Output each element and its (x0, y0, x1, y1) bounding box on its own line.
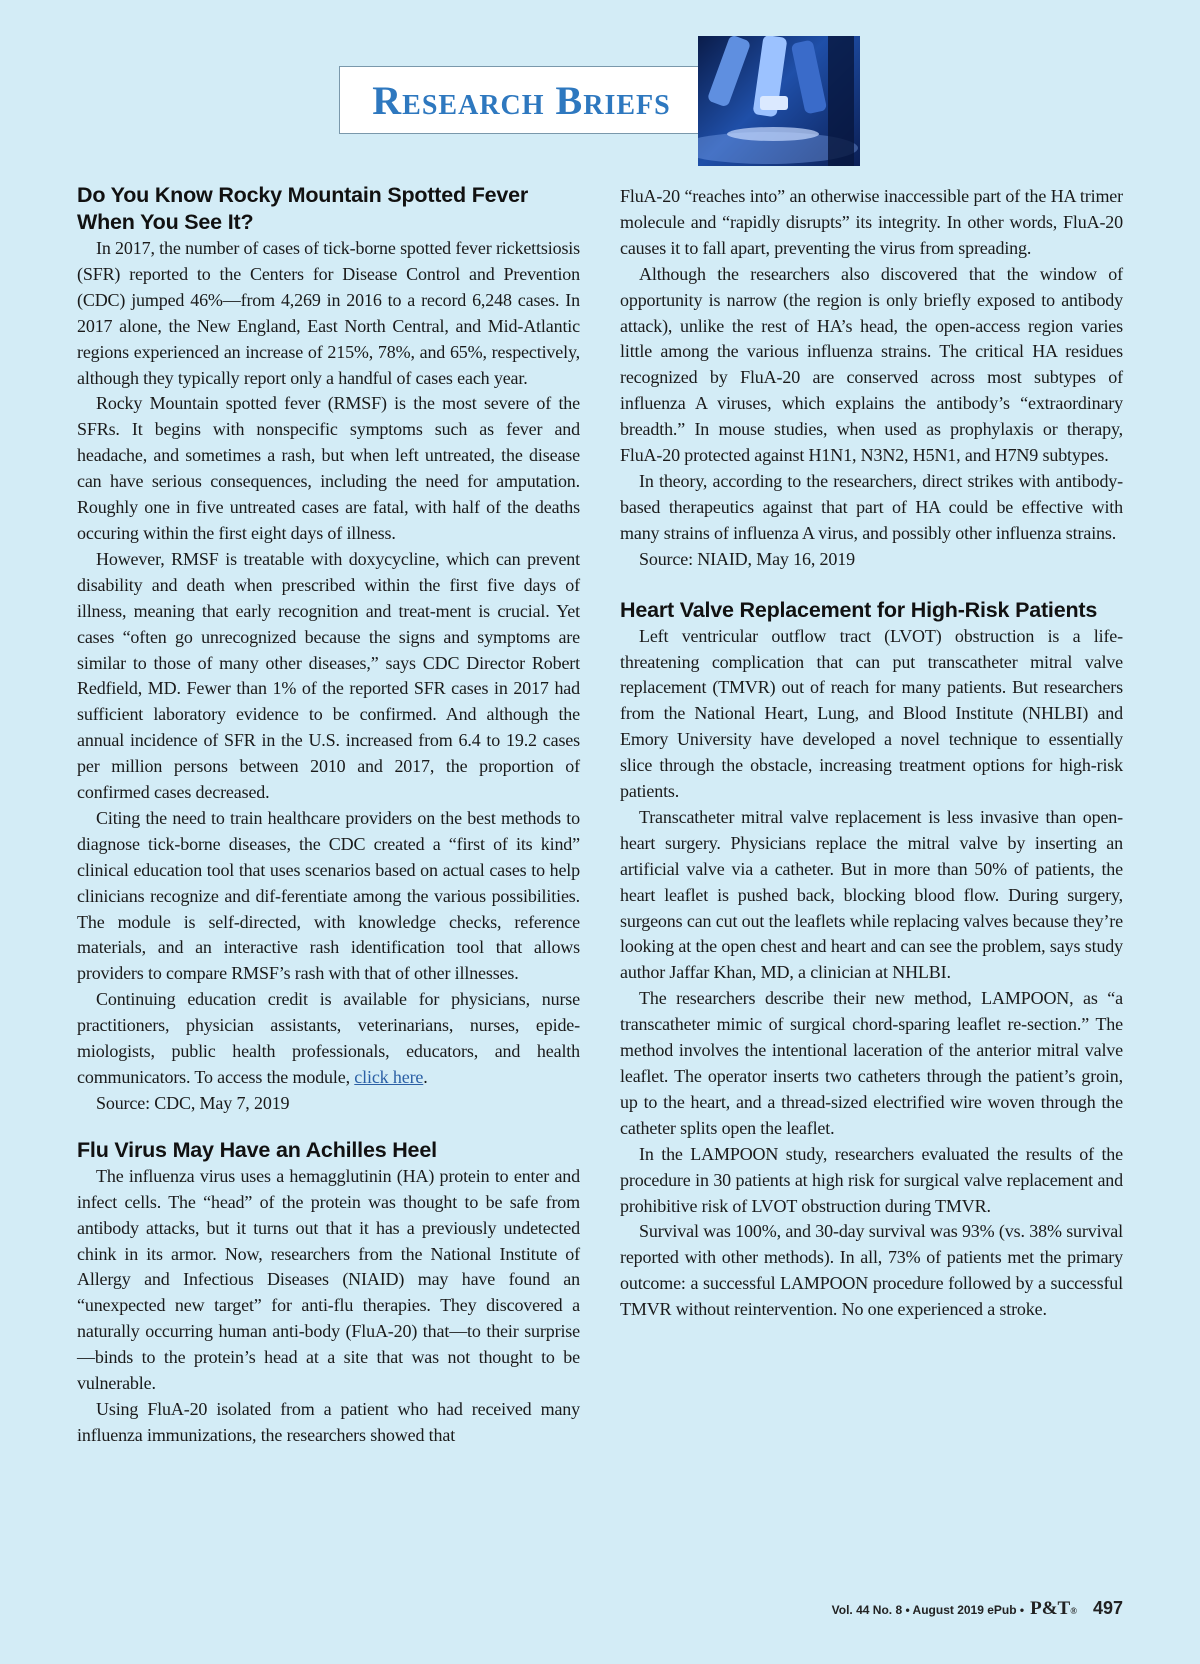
paragraph: In the LAMPOON study, researchers evaluated the results of the procedure in 30 patients at high risk for surgical valve replacement and prohibitive risk of LVOT obstruction during TMVR. (620, 1143, 1123, 1216)
paragraph: FluA-20 “reaches into” an otherwise inaccessible part of the HA trimer molecule and “rapidly disrupts” its integrity. In other words, FluA-20 causes it to fall apart, preventing the virus from spreading. (620, 186, 1123, 258)
section-banner (339, 66, 700, 134)
paragraph: In theory, according to the researchers, direct strikes with antibody-based therapeutics against that part of HA could be effective with many strains of influenza A virus, and possibly other influenza strains. (620, 470, 1123, 543)
source-line: Source: CDC, May 7, 2019 (96, 1092, 290, 1113)
paragraph: Using FluA-20 isolated from a patient who had received many influenza immunizations, the researchers showed that (77, 1398, 580, 1445)
paragraph: Citing the need to train healthcare providers on the best methods to diagnose tick-borne diseases, the CDC created a “first of its kind” clinical education tool that uses scenarios based on actual cases to help clinicians recognize and dif-ferentiate among the various possibilities. The module is self-directed, with knowledge checks, reference materials, and an interactive rash identification tool that allows providers to compare RMSF’s rash with that of other illnesses. (77, 807, 580, 984)
section-title: Research Briefs (372, 77, 671, 123)
article-title-heart: Heart Valve Replacement for High-Risk Patients (620, 597, 1098, 622)
article-title-rmsf: Do You Know Rocky Mountain Spotted Fever When You See It? (77, 183, 529, 234)
article-title-flu: Flu Virus May Have an Achilles Heel (77, 1137, 437, 1162)
microscope-image (698, 36, 860, 166)
paragraph: The influenza virus uses a hemagglutinin (HA) protein to enter and infect cells. The “head” of the protein was thought to be safe from antibody attacks, but it turns out that it has a previously undetected chink in its armor. Now, researchers from the National Institute of Allergy and Infectious Diseases (NIAID) may have found an “unexpected new target” for anti-flu therapies. They discovered a naturally occurring human anti-body (FluA-20) that—to their surprise—binds to the protein’s head at a site that was not thought to be vulnerable. (77, 1165, 580, 1394)
paragraph-with-link: Continuing education credit is available for physicians, nurse practitioners, physician assistants, veterinarians, nurses, epide-miologists, public health professionals, educators, and health communicators. To access the module, click here. (77, 989, 580, 1087)
paragraph: Although the researchers also discovered that the window of opportunity is narrow (the region is only briefly exposed to antibody attack), unlike the rest of HA’s head, the open-access region varies little among the various influenza strains. The critical HA residues recognized by FluA-20 are conserved across most subtypes of influenza A viruses, which explains the antibody’s “extraordinary breadth.” In mouse studies, when used as prophylaxis or therapy, FluA-20 protected against H1N1, N3N2, H5N1, and H7N9 subtypes. (620, 263, 1123, 466)
paragraph: Survival was 100%, and 30-day survival was 93% (vs. 38% survival reported with other methods). In all, 73% of patients met the primary outcome: a successful LAMPOON procedure followed by a successful TMVR without reintervention. No one experienced a stroke. (620, 1221, 1123, 1320)
paragraph: The researchers describe their new method, LAMPOON, as “a transcatheter mimic of surgical chord-sparing leaflet re-section.” The method involves the intentional laceration of the anterior mitral valve leaflet. The operator inserts two catheters through the patient’s groin, up to the heart, and a thread-sized electrified wire woven through the catheter splits open the leaflet. (620, 988, 1123, 1138)
click-here-link[interactable]: click here (354, 1067, 424, 1087)
page-footer (832, 1598, 1123, 1620)
journal-brand: P&T® (1030, 1598, 1077, 1619)
paragraph: Rocky Mountain spotted fever (RMSF) is the most severe of the SFRs. It begins with nonspecific symptoms such as fever and headache, and sometimes a rash, but when left untreated, the disease can have serious consequences, including the need for amputation. Roughly one in five untreated cases are fatal, with half of the deaths occuring within the first eight days of illness. (77, 393, 580, 543)
source-line: Source: NIAID, May 16, 2019 (639, 548, 855, 569)
left-column (77, 182, 580, 1449)
issue-info: Vol. 44 No. 8 • August 2019 ePub • (831, 1603, 1025, 1617)
page-number: 497 (1092, 1598, 1123, 1618)
paragraph: Transcatheter mitral valve replacement is less invasive than open-heart surgery. Physicians replace the mitral valve by inserting an artificial valve via a catheter. But in more than 50% of patients, the heart leaflet is pushed back, blocking blood flow. During surgery, surgeons can cut out the leaflets while replacing valves because they’re looking at the open chest and heart and can see the problem, says study author Jaffar Khan, MD, a clinician at NHLBI. (620, 806, 1123, 983)
paragraph: In 2017, the number of cases of tick-borne spotted fever rickettsiosis (SFR) reported to the Centers for Disease Control and Prevention (CDC) jumped 46%—from 4,269 in 2016 to a record 6,248 cases. In 2017 alone, the New England, East North Central, and Mid-Atlantic regions experienced an increase of 215%, 78%, and 65%, respectively, although they typically report only a handful of cases each year. (77, 238, 580, 388)
paragraph: However, RMSF is treatable with doxycycline, which can prevent disability and death when prescribed within the first five days of illness, meaning that early recognition and treat-ment is crucial. Yet cases “often go unrecognized because the signs and symptoms are similar to those of many other diseases,” says CDC Director Robert Redfield, MD. Fewer than 1% of the reported SFR cases in 2017 had sufficient laboratory evidence to be confirmed. And although the annual incidence of SFR in the U.S. increased from 6.4 to 19.2 cases per million persons between 2010 and 2017, the proportion of confirmed cases decreased. (77, 548, 580, 803)
right-column (620, 184, 1123, 1323)
paragraph: Left ventricular outflow tract (LVOT) obstruction is a life-threatening complication that can put transcatheter mitral valve replacement (TMVR) out of reach for many patients. But researchers from the National Heart, Lung, and Blood Institute (NHLBI) and Emory University have developed a novel technique to essentially slice through the obstacle, increasing treatment options for high-risk patients. (620, 625, 1123, 802)
